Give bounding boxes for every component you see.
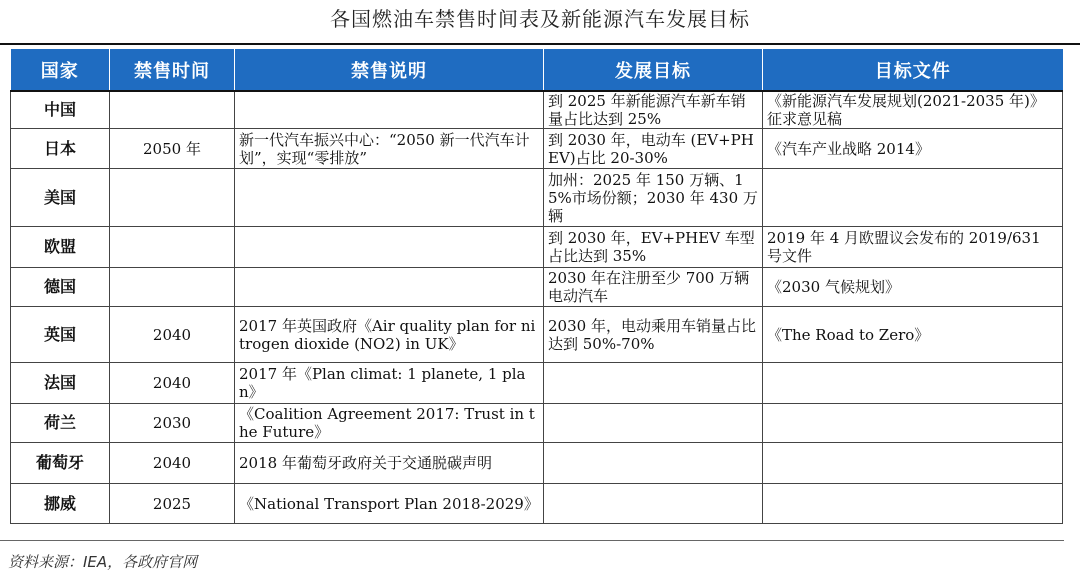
cell-ban-description: [235, 91, 544, 129]
cell-ban-time: [110, 169, 235, 227]
page-title: 各国燃油车禁售时间表及新能源汽车发展目标: [330, 7, 750, 31]
cell-country: 挪威: [11, 484, 110, 524]
header-ban-time: 禁售时间: [110, 49, 235, 91]
cell-country: 中国: [11, 91, 110, 129]
cell-development-goal: 到 2030 年，EV+PHEV 车型占比达到 35%: [544, 227, 763, 268]
cell-goal-document: 《The Road to Zero》: [763, 307, 1063, 363]
header-development-goal: 发展目标: [544, 49, 763, 91]
cell-ban-description: [235, 169, 544, 227]
table-row: [11, 129, 1063, 169]
cell-development-goal: 2030 年，电动乘用车销量占比达到 50%-70%: [544, 307, 763, 363]
cell-goal-document: 《汽车产业战略 2014》: [763, 129, 1063, 169]
cell-country: 葡萄牙: [11, 443, 110, 484]
cell-development-goal: [544, 443, 763, 484]
cell-ban-time: [110, 268, 235, 307]
table-row: [11, 227, 1063, 268]
table-row: [11, 91, 1063, 129]
cell-goal-document: [763, 404, 1063, 443]
cell-country: 英国: [11, 307, 110, 363]
cell-ban-time: 2050 年: [110, 129, 235, 169]
source-note: 资料来源：IEA，各政府官网: [8, 553, 198, 571]
table-header-row: [11, 49, 1063, 91]
ban-schedule-table: [10, 49, 1063, 524]
cell-development-goal: 到 2025 年新能源汽车新车销量占比达到 25%: [544, 91, 763, 129]
cell-ban-description: 2017 年《Plan climat: 1 planete, 1 plan》: [235, 363, 544, 404]
cell-goal-document: [763, 484, 1063, 524]
table-row: [11, 363, 1063, 404]
cell-country: 德国: [11, 268, 110, 307]
cell-development-goal: 2030 年在注册至少 700 万辆电动汽车: [544, 268, 763, 307]
cell-goal-document: 《2030 气候规划》: [763, 268, 1063, 307]
cell-ban-time: 2040: [110, 443, 235, 484]
table-row: [11, 307, 1063, 363]
cell-development-goal: [544, 484, 763, 524]
title-divider: [0, 43, 1080, 45]
cell-ban-time: [110, 91, 235, 129]
cell-ban-description: 《Coalition Agreement 2017: Trust in the Future》: [235, 404, 544, 443]
source-divider: [0, 540, 1064, 541]
header-country: 国家: [11, 49, 110, 91]
cell-development-goal: [544, 363, 763, 404]
cell-ban-description: 2017 年英国政府《Air quality plan for nitrogen dioxide (NO2) in UK》: [235, 307, 544, 363]
cell-country: 欧盟: [11, 227, 110, 268]
cell-ban-time: [110, 227, 235, 268]
cell-ban-time: 2040: [110, 363, 235, 404]
header-ban-description: 禁售说明: [235, 49, 544, 91]
cell-goal-document: 《新能源汽车发展规划(2021-2035 年)》征求意见稿: [763, 91, 1063, 129]
table-row: [11, 443, 1063, 484]
header-goal-document: 目标文件: [763, 49, 1063, 91]
cell-ban-time: 2030: [110, 404, 235, 443]
cell-goal-document: [763, 169, 1063, 227]
cell-country: 美国: [11, 169, 110, 227]
cell-ban-description: 2018 年葡萄牙政府关于交通脱碳声明: [235, 443, 544, 484]
cell-goal-document: 2019 年 4 月欧盟议会发布的 2019/631 号文件: [763, 227, 1063, 268]
table-row: [11, 484, 1063, 524]
cell-development-goal: [544, 404, 763, 443]
cell-ban-description: 《National Transport Plan 2018-2029》: [235, 484, 544, 524]
cell-ban-description: 新一代汽车振兴中心：“2050 新一代汽车计划”，实现“零排放”: [235, 129, 544, 169]
cell-goal-document: [763, 363, 1063, 404]
cell-country: 荷兰: [11, 404, 110, 443]
cell-country: 法国: [11, 363, 110, 404]
cell-ban-description: [235, 227, 544, 268]
cell-ban-time: 2040: [110, 307, 235, 363]
cell-goal-document: [763, 443, 1063, 484]
table-row: [11, 404, 1063, 443]
cell-ban-time: 2025: [110, 484, 235, 524]
cell-development-goal: 加州：2025 年 150 万辆、15%市场份额；2030 年 430 万辆: [544, 169, 763, 227]
table-row: [11, 268, 1063, 307]
table-row: [11, 169, 1063, 227]
cell-ban-description: [235, 268, 544, 307]
cell-country: 日本: [11, 129, 110, 169]
cell-development-goal: 到 2030 年，电动车 (EV+PHEV)占比 20-30%: [544, 129, 763, 169]
